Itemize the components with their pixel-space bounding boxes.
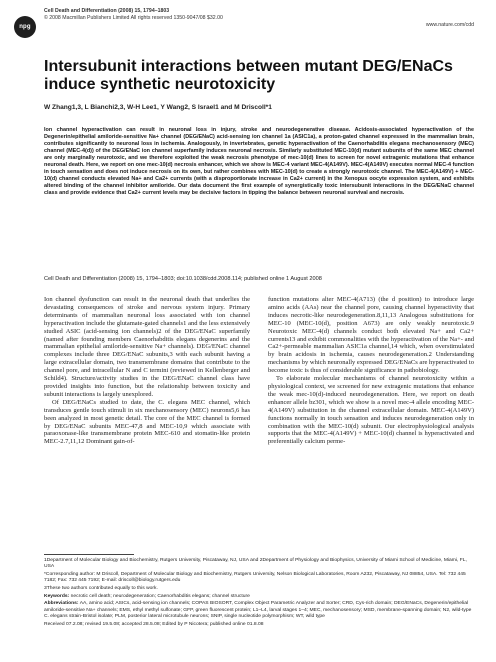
- footnotes: [44, 558, 474, 629]
- paragraph: function mutations alter MEC-4(A713) (the d position) to introduce large amino acids (AAs) near the channel pore, causing channel hyperactivity that induces necrotic-like neurodegeneration.8,11,13 Analogous substitutions for MEC-10 (MEC-10(d), position A673) are only weakly neurotoxic.9 Neurotoxic MEC-4(d) channels conduct both elevated Na+ and Ca2+ currents13 and exhibit commonalities with the hyperactivation of the Na+- and Ca2+-permeable mammalian ASIC1a channel,14 which, when overstimulated by brain acidosis in ischemia, causes neurodegeneration.2 Understanding mechanisms by which neuronally expressed DEG/ENaCs are hyperactivated to become toxic is thus of considerable significance in pathobiology.: [268, 296, 474, 375]
- paragraph: Ion channel dysfunction can result in the neuronal death that underlies the devastating consequences of stroke and nervous system injury. Primary determinants of mammalian neuronal loss associated with ion channel hyperactivation include the glutamate-gated channels1 and the less extensively studied ASIC (acid-sensing ion channels)2 of the DEG/ENaC superfamily (named after founding members Caenorhabditis elegans degenerins and the mammalian epithelial amiloride-sensitive Na+ channels). DEG/ENaC channel complexes include three DEG/ENaC subunits,3 with each subunit having a large extracellular domain, two transmembrane domains that contribute to the channel pore, and intracellular N and C termini (reviewed in Kellenberger and Schild4). Structure/activity studies in the DEG/ENaC channel class have provided insights into function, but the relationship between toxicity and subunit interactions is largely unexplored.: [44, 296, 250, 398]
- npg-logo: npg: [14, 16, 36, 38]
- affiliations: 1Department of Molecular Biology and Biochemistry, Rutgers University, Piscataway, NJ, USA and 2Department of Physiology and Biophysics, University of Miami School of Medicine, Miami, FL, USA: [44, 558, 467, 570]
- left-column: [44, 296, 250, 446]
- equal-contribution-note: 3These two authors contributed equally to this work.: [44, 586, 158, 591]
- journal-website-link[interactable]: www.nature.com/cdd: [425, 22, 474, 28]
- journal-citation-line: Cell Death and Differentiation (2008) 15, 1794–1803: [44, 8, 170, 14]
- author-list: W Zhang1,3, L Bianchi2,3, W-H Lee1, Y Wang2, S Israel1 and M Driscoll*1: [44, 104, 272, 111]
- received-dates: Received 07.2.08; revised 19.5.08; accepted 28.5.08; Edited by P Nicotera; published online 01.8.08: [44, 621, 264, 627]
- right-column: [268, 296, 474, 446]
- paragraph: To elaborate molecular mechanisms of channel neurotoxicity within a physiological context, we screened for new extragenic mutations that enhance the weak mec-10(d)-induced neurodegeneration. Here, we report on death enhancer allele bz301, which we show is a novel mec-4 allele encoding MEC-4(A149V) substitution in the channel extracellular domain. MEC-4(A149V) functions normally in touch sensation and induces neurodegeneration only in combination with the MEC-10(d) subunit. Our electrophysiological analysis supports that the MEC-4(A149V) + MEC-10(d) channel is hyperactivated and preferentially calcium perme-: [268, 375, 474, 446]
- article-title: Intersubunit interactions between mutant DEG/ENaCs induce synthetic neurotoxicity: [44, 58, 453, 93]
- article-citation: Cell Death and Differentiation (2008) 15, 1794–1803; doi:10.1038/cdd.2008.114; published online 1 August 2008: [44, 276, 322, 282]
- copyright-line: © 2008 Macmillan Publishers Limited All rights reserved 1350-9047/08 $32.00: [44, 15, 223, 21]
- body-text: [44, 296, 474, 556]
- journal-header: [44, 8, 474, 28]
- abbreviations: Abbreviations: AA, amino acid; ASICs, acid-sensing ion channels; COPAS BIOSORT, Complex Object Parametric Analyzer and Sorter; CRD, Cys-rich domain; DEG/ENaCs, Degenerin/epithelial amiloride-sensitive Na+ channels; EMS, ethyl methyl sulfonate; GFP, green fluorescent protein; L1–L4, larval stages 1–4; MEC, mechanosensory; MSD, membrane-spanning domain; N2, wild-type C. elegans strain-Bristol isolate; PLM, posterior lateral microtubule neurons; SNIP, single nucleotide polymorphism; WT, wild type: [44, 601, 472, 619]
- paragraph: Of DEG/ENaCs studied to date, the C. elegans MEC channel, which transduces gentle touch stimuli in six mechanosensory (MEC) neurons5,6 has been analyzed in most genetic detail. The core of the MEC channel is formed by DEG/ENaC subunits MEC-47,8 and MEC-10,9 which associate with paraoxonase-like transmembrane protein MEC-610 and stomatin-like protein MEC-2.7,11,12 Dominant gain-of-: [44, 398, 250, 446]
- correspondence: *Corresponding author: M Driscoll, Department of Molecular Biology and Biochemistry, Rutgers University, Nelson Biological Laboratories, Room A232, Piscataway, NJ 08854, USA. Tel: 732 445 7182; Fax: 732 445 7192; E-mail: driscoll@biology.rutgers.edu: [44, 572, 466, 584]
- keywords: Keywords: necrotic cell death; neurodegeneration; Caenorhabditis elegans; channel structure: [44, 593, 250, 599]
- abstract: Ion channel hyperactivation can result in neuronal loss in injury, stroke and neurodegenerative disease. Acidosis-associated hyperactivation of the Degenerin/epithelial amiloride-sensitive Na+ channel (DEG/ENaC) acid-sensing ion channel 1a (ASIC1a), a proton-gated channel expressed in the mammalian brain, contributes significantly to neuronal loss in ischemia. Analogously, in invertebrates, genetic hyperactivation of the Caenorhabditis elegans mechanosensory (MEC) channel (MEC-4(d)) of the DEG/ENaC ion channel superfamily induces neuronal necrosis. Similarly substituted MEC-10(d) mutant subunits of the same MEC channel are only marginally neurotoxic, and we therefore exploited the weak necrosis phenotype of mec-10(d) lines to screen for novel extragenic mutations that enhance neuronal death. Here, we report on one mec-10(d) necrosis enhancer, which we show is MEC-4 variant MEC-4(A149V). MEC-4(A149V) executes normal MEC-4 function in touch sensation and does not induce necrosis on its own, but rather combines with MEC-10(d) to create a strongly neurotoxic channel. The MEC-4(A149V) + MEC-10(d) channel conducts elevated Na+ and Ca2+ currents (with a disproportionate increase in Ca2+ current) in the Xenopus oocyte expression system, and exhibits altered binding of the channel inhibitor amiloride. Our data document the first example of synergistically toxic intersubunit interactions in the DEG/ENaC channel class and provide evidence that Ca2+ current levels may be decisive factors in tipping the balance between neuronal survival and necrosis.: [44, 127, 474, 197]
- footnote-divider: [44, 554, 134, 555]
